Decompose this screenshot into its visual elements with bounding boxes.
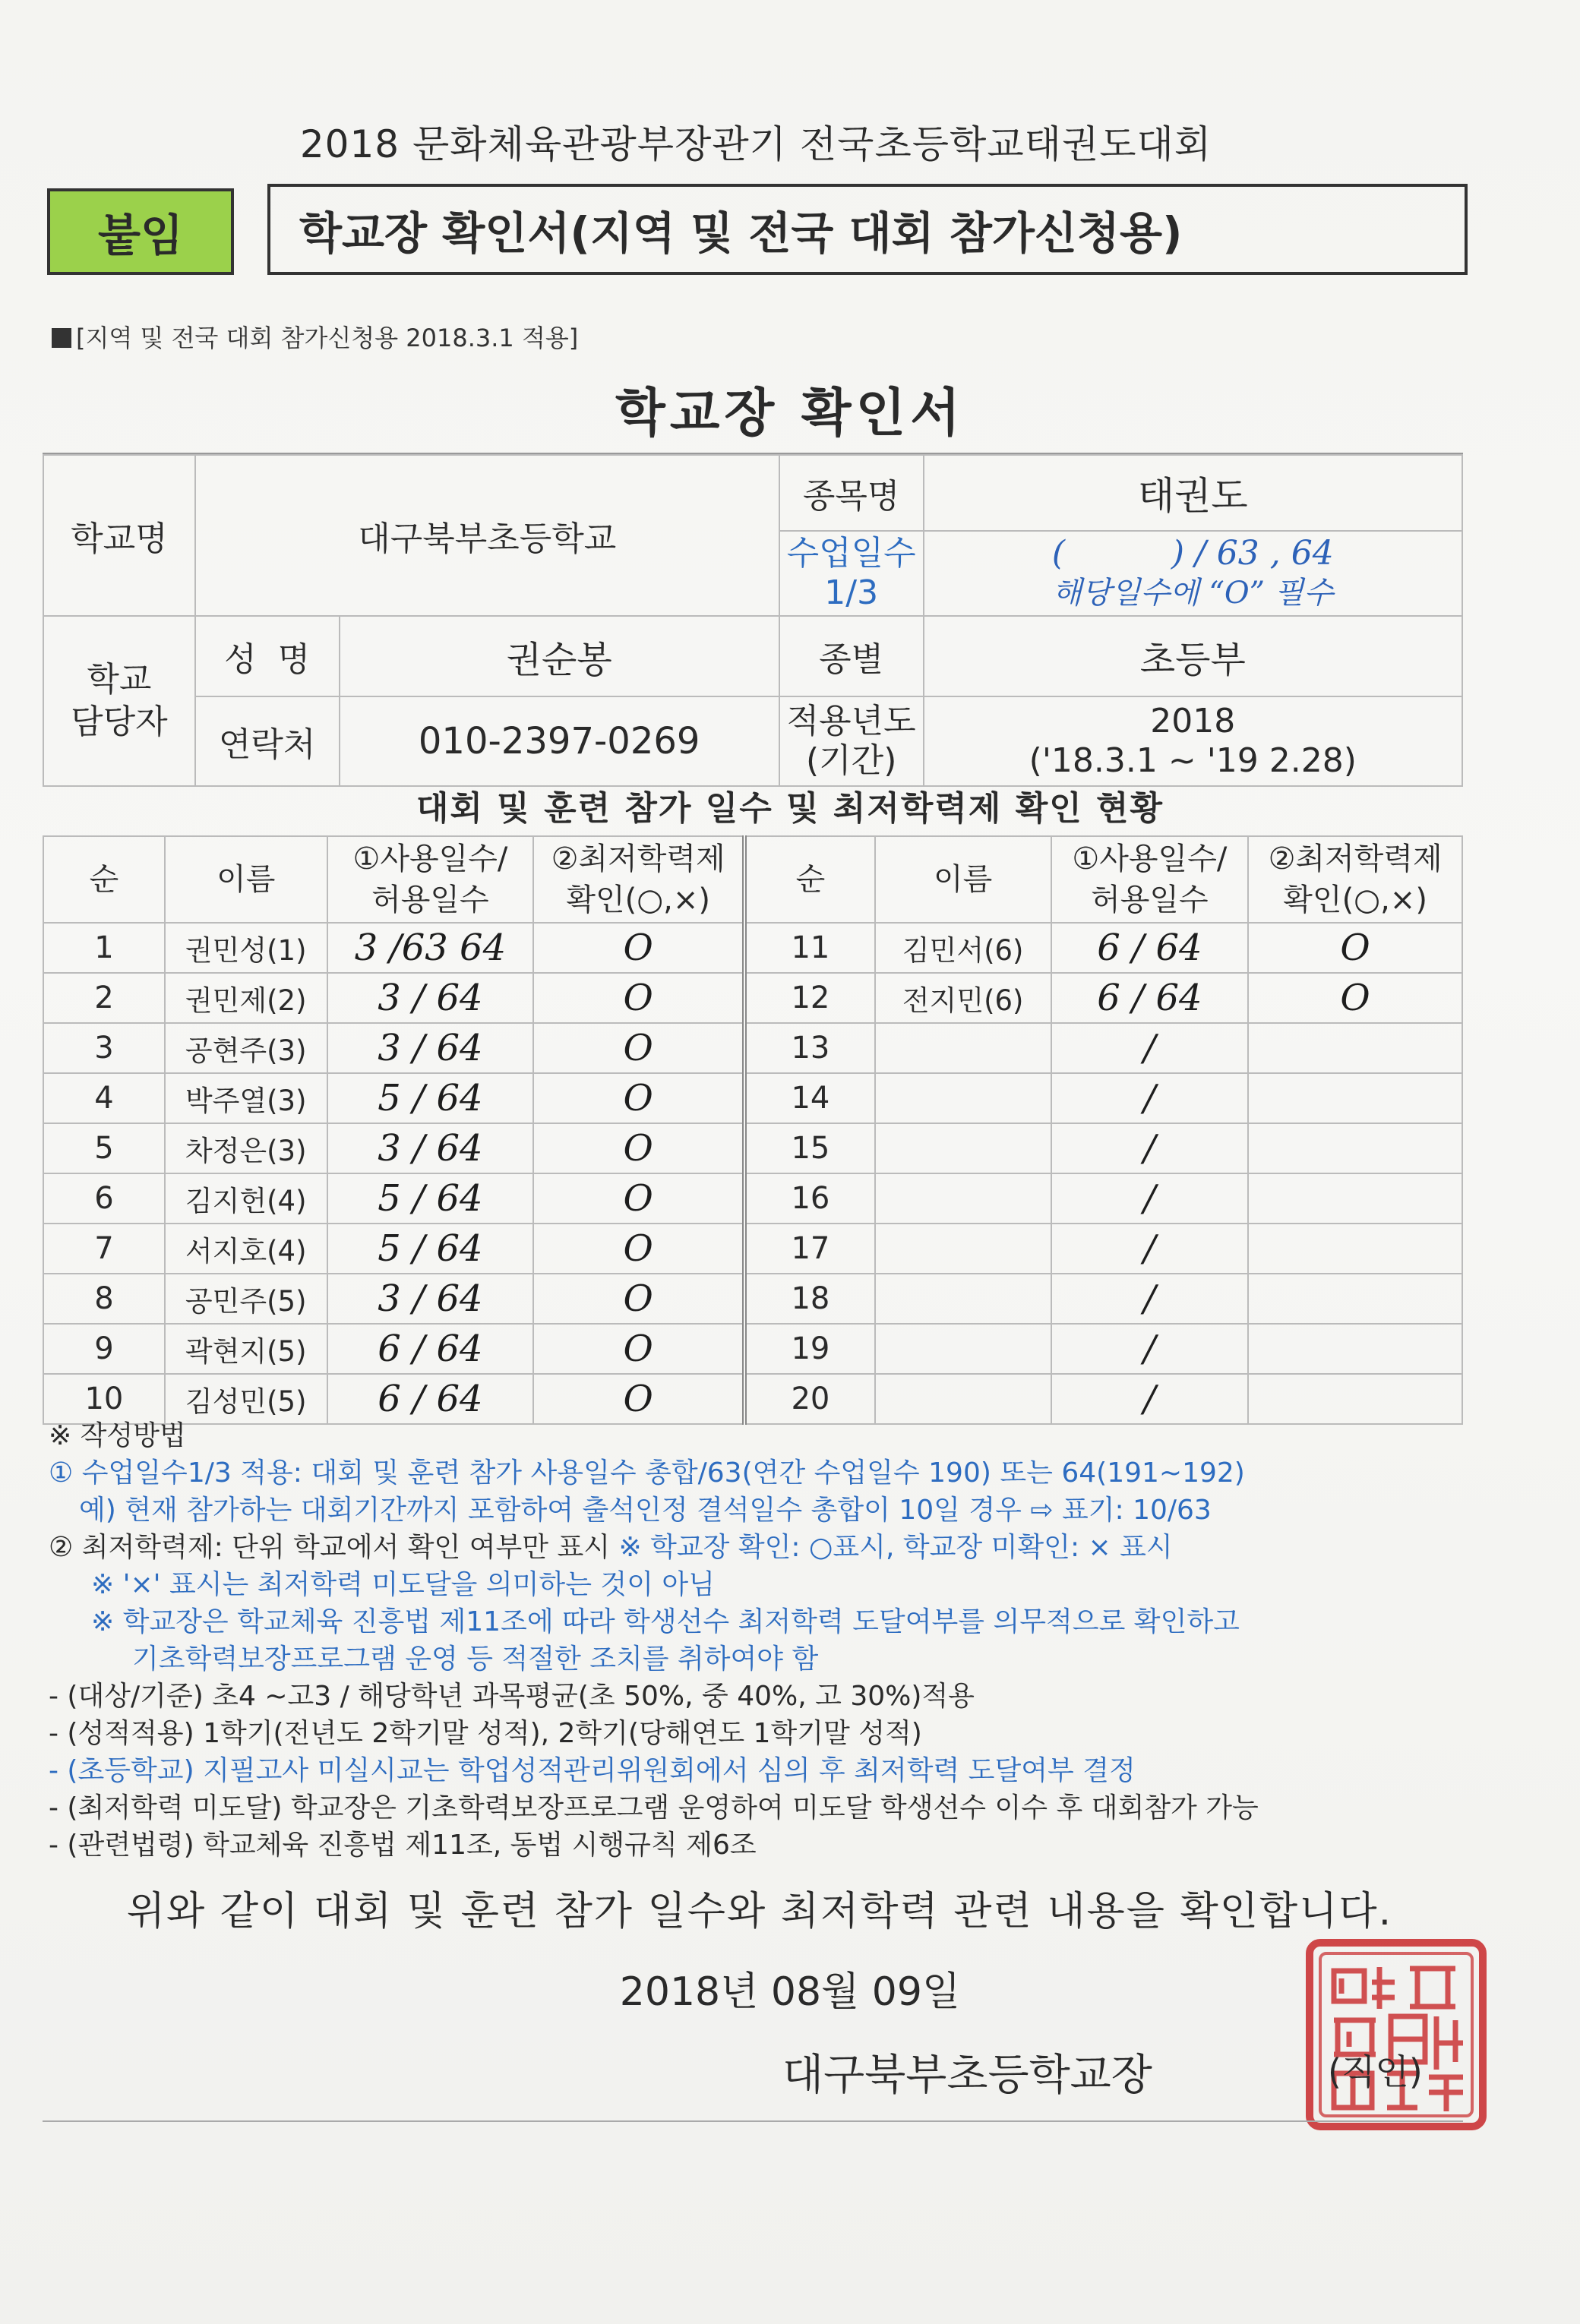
col-min-2 — [1248, 836, 1462, 923]
min-academic-check: O — [533, 1324, 744, 1374]
days-used: / — [1051, 1324, 1249, 1374]
manager-label-line2: 담당자 — [71, 703, 168, 741]
contact-value: 010-2397-0269 — [340, 696, 779, 786]
table-row — [43, 923, 1462, 973]
table-row — [43, 973, 1462, 1023]
issue-date: 2018년 08월 09일 — [619, 1969, 961, 2015]
note-4b: 기초학력보장프로그램 운영 등 적절한 조치를 취하여야 함 — [132, 1644, 819, 1675]
note-1a: ① 수업일수1/3 적용: 대회 및 훈련 참가 사용일수 총합/63(연간 수업일수 190) 또는 64(191~192) — [49, 1457, 1245, 1489]
student-name: 공민주(5) — [165, 1274, 327, 1324]
roster-title: 대회 및 훈련 참가 일수 및 최저학력제 확인 현황 — [416, 789, 1164, 828]
student-name: 김민서(6) — [875, 923, 1051, 973]
days-used: / — [1051, 1374, 1249, 1424]
note-2b: ※ 학교장 확인: ○표시, 학교장 미확인: × 표시 — [618, 1532, 1173, 1563]
class-days-label-line2: 1/3 — [824, 573, 879, 612]
row-number: 3 — [43, 1023, 165, 1073]
min-academic-check — [1248, 1123, 1462, 1173]
sport-label: 종목명 — [779, 455, 924, 531]
col-days-2-line2: 허용일수 — [1091, 883, 1209, 917]
min-academic-check: O — [1248, 923, 1462, 973]
col-min-2-line2: 확인(○,×) — [1283, 883, 1427, 917]
row-number: 15 — [744, 1123, 875, 1173]
seal-label: (직인) — [1328, 2051, 1423, 2092]
notes-heading: ※ 작성방법 — [49, 1420, 186, 1451]
row-number: 11 — [744, 923, 875, 973]
notice-text: [지역 및 전국 대회 참가신청용 2018.3.1 적용] — [76, 324, 579, 352]
year-label-line1: 적용년도 — [786, 702, 916, 740]
row-number: 20 — [744, 1374, 875, 1424]
confirmation-statement: 위와 같이 대회 및 훈련 참가 일수와 최저학력 관련 내용을 확인합니다. — [126, 1889, 1393, 1934]
category-label: 종별 — [779, 616, 924, 696]
manager-name: 권순봉 — [340, 616, 779, 696]
name-label: 성 명 — [195, 616, 340, 696]
student-name — [875, 1023, 1051, 1073]
student-name: 공현주(3) — [165, 1023, 327, 1073]
row-number: 6 — [43, 1173, 165, 1224]
student-name: 차정은(3) — [165, 1123, 327, 1173]
contact-label: 연락처 — [195, 696, 340, 786]
days-used: / — [1051, 1123, 1249, 1173]
instructions — [49, 1417, 1477, 1864]
class-days-label — [779, 531, 924, 616]
days-used: 6 / 64 — [1051, 973, 1249, 1023]
manager-label-line1: 학교 — [87, 660, 152, 699]
col-min-line1: ②최저학력제 — [551, 842, 725, 876]
detail-5: - (관련법령) 학교체육 진흥법 제11조, 동법 시행규칙 제6조 — [49, 1830, 757, 1861]
row-number: 8 — [43, 1274, 165, 1324]
student-name: 전지민(6) — [875, 973, 1051, 1023]
class-days-value: ( ) / 63 , 64 — [1051, 534, 1334, 573]
row-number: 13 — [744, 1023, 875, 1073]
days-used: 6 / 64 — [327, 1324, 534, 1374]
row-number: 2 — [43, 973, 165, 1023]
days-used: / — [1051, 1173, 1249, 1224]
min-academic-check: O — [533, 1123, 744, 1173]
row-number: 9 — [43, 1324, 165, 1374]
col-days-2-line1: ①사용일수/ — [1072, 842, 1228, 876]
student-name: 권민성(1) — [165, 923, 327, 973]
official-seal-icon — [1304, 1937, 1489, 2133]
days-used: 3 /63 64 — [327, 923, 534, 973]
class-days-label-line1: 수업일수 — [786, 534, 916, 573]
note-3: ※ '×' 표시는 최저학력 미도달을 의미하는 것이 아님 — [91, 1569, 715, 1600]
detail-1: - (대상/기준) 초4 ~고3 / 해당학년 과목평균(초 50%, 중 40%, 고 30%)적용 — [49, 1681, 975, 1712]
year-label — [779, 696, 924, 786]
student-name: 박주열(3) — [165, 1073, 327, 1123]
row-number: 10 — [43, 1374, 165, 1424]
days-used: / — [1051, 1274, 1249, 1324]
class-days-cell — [924, 531, 1462, 616]
days-used: / — [1051, 1023, 1249, 1073]
days-used: 3 / 64 — [327, 1274, 534, 1324]
form-heading-box — [267, 184, 1468, 275]
principal-name: 대구북부초등학교장 — [782, 2051, 1152, 2100]
student-name — [875, 1274, 1051, 1324]
bottom-rule — [43, 2120, 1463, 2122]
student-name — [875, 1173, 1051, 1224]
col-days — [327, 836, 534, 923]
class-days-note: 해당일수에 “O” 필수 — [1052, 576, 1334, 611]
min-academic-check — [1248, 1224, 1462, 1274]
min-academic-check — [1248, 1324, 1462, 1374]
table-row — [43, 1324, 1462, 1374]
note-4a: ※ 학교장은 학교체육 진흥법 제11조에 따라 학생선수 최저학력 도달여부를 의무적으로 확인하고 — [91, 1606, 1240, 1637]
min-academic-check: O — [533, 1374, 744, 1424]
table-row — [43, 1274, 1462, 1324]
year-value: 2018 — [1150, 702, 1236, 740]
table-row — [43, 1073, 1462, 1123]
document-title: 학교장 확인서 — [615, 384, 965, 444]
table-row — [43, 1173, 1462, 1224]
school-name-label: 학교명 — [43, 455, 195, 616]
manager-label — [43, 616, 195, 786]
table-row — [43, 1123, 1462, 1173]
days-used: / — [1051, 1224, 1249, 1274]
days-used: 5 / 64 — [327, 1173, 534, 1224]
student-name: 김지헌(4) — [165, 1173, 327, 1224]
days-used: 3 / 64 — [327, 973, 534, 1023]
school-name: 대구북부초등학교 — [195, 455, 779, 616]
col-min-2-line1: ②최저학력제 — [1268, 842, 1443, 876]
note-2 — [49, 1529, 1477, 1566]
min-academic-check: O — [533, 1173, 744, 1224]
note-1b: 예) 현재 참가하는 대회기간까지 포함하여 출석인정 결석일수 총합이 10일 경우 ⇨ 표기: 10/63 — [79, 1495, 1212, 1526]
roster-table — [43, 835, 1463, 1425]
col-days-2 — [1051, 836, 1249, 923]
min-academic-check: O — [533, 1073, 744, 1123]
student-name — [875, 1123, 1051, 1173]
detail-4: - (최저학력 미도달) 학교장은 기초학력보장프로그램 운영하여 미도달 학생선수 이수 후 대회참가 가능 — [49, 1792, 1259, 1824]
col-name: 이름 — [165, 836, 327, 923]
category-value: 초등부 — [924, 616, 1462, 696]
col-min-line2: 확인(○,×) — [566, 883, 710, 917]
row-number: 7 — [43, 1224, 165, 1274]
days-used: 6 / 64 — [327, 1374, 534, 1424]
row-number: 5 — [43, 1123, 165, 1173]
row-number: 16 — [744, 1173, 875, 1224]
row-number: 17 — [744, 1224, 875, 1274]
form-heading-text: 학교장 확인서(지역 및 전국 대회 참가신청용) — [299, 207, 1183, 259]
detail-2: - (성적적용) 1학기(전년도 2학기말 성적), 2학기(당해연도 1학기말 성적) — [49, 1718, 922, 1749]
student-name: 김성민(5) — [165, 1374, 327, 1424]
min-academic-check: O — [533, 1224, 744, 1274]
row-number: 1 — [43, 923, 165, 973]
days-used: 5 / 64 — [327, 1073, 534, 1123]
year-label-line2: (기간) — [806, 741, 897, 780]
row-number: 12 — [744, 973, 875, 1023]
col-days-line1: ①사용일수/ — [352, 842, 508, 876]
student-name — [875, 1073, 1051, 1123]
min-academic-check: O — [533, 1274, 744, 1324]
min-academic-check: O — [533, 973, 744, 1023]
period-value: ('18.3.1 ~ '19 2.28) — [1029, 741, 1357, 780]
table-row — [43, 1023, 1462, 1073]
days-used: 5 / 64 — [327, 1224, 534, 1274]
days-used: 3 / 64 — [327, 1023, 534, 1073]
days-used: 6 / 64 — [1051, 923, 1249, 973]
event-title: 2018 문화체육관광부장관기 전국초등학교태권도대회 — [299, 122, 1212, 166]
col-days-line2: 허용일수 — [371, 883, 489, 917]
year-cell — [924, 696, 1462, 786]
col-name-2: 이름 — [875, 836, 1051, 923]
square-bullet-icon — [52, 328, 71, 348]
note-2a: ② 최저학력제: 단위 학교에서 확인 여부만 표시 — [49, 1532, 611, 1563]
sport-value: 태권도 — [924, 455, 1462, 531]
student-name: 서지호(4) — [165, 1224, 327, 1274]
row-number: 18 — [744, 1274, 875, 1324]
student-name: 권민제(2) — [165, 973, 327, 1023]
col-no: 순 — [43, 836, 165, 923]
student-name: 곽현지(5) — [165, 1324, 327, 1374]
days-used: / — [1051, 1073, 1249, 1123]
info-table — [43, 454, 1463, 787]
min-academic-check: O — [533, 923, 744, 973]
col-no-2: 순 — [744, 836, 875, 923]
min-academic-check — [1248, 1023, 1462, 1073]
col-min — [533, 836, 744, 923]
student-name — [875, 1224, 1051, 1274]
min-academic-check — [1248, 1173, 1462, 1224]
attachment-badge: 붙임 — [47, 188, 234, 275]
min-academic-check — [1248, 1073, 1462, 1123]
applicability-notice — [52, 319, 578, 354]
min-academic-check: O — [533, 1023, 744, 1073]
days-used: 3 / 64 — [327, 1123, 534, 1173]
min-academic-check — [1248, 1274, 1462, 1324]
row-number: 4 — [43, 1073, 165, 1123]
detail-3: - (초등학교) 지필고사 미실시교는 학업성적관리위원회에서 심의 후 최저학력 도달여부 결정 — [49, 1755, 1136, 1786]
row-number: 19 — [744, 1324, 875, 1374]
table-row — [43, 1224, 1462, 1274]
min-academic-check: O — [1248, 973, 1462, 1023]
student-name — [875, 1324, 1051, 1374]
row-number: 14 — [744, 1073, 875, 1123]
